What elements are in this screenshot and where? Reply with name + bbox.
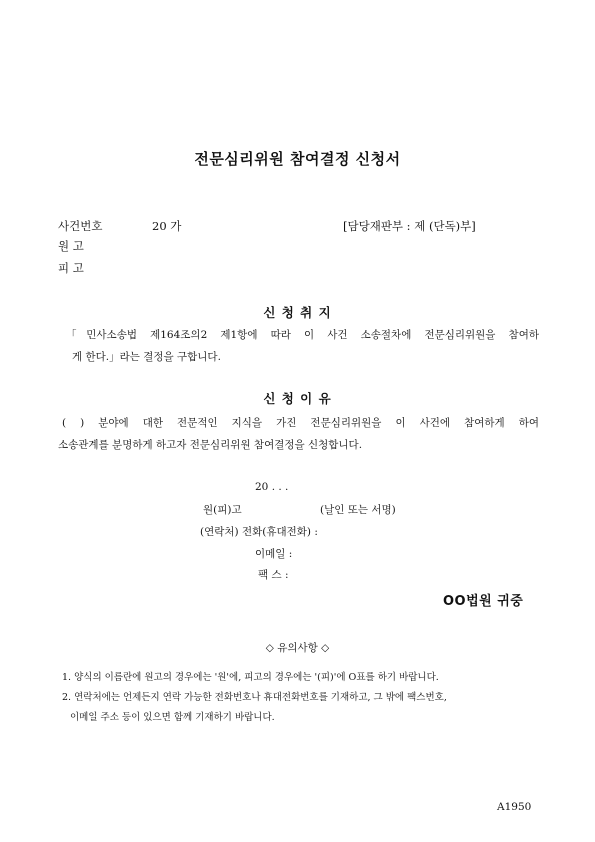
- note-item-1: 1. 양식의 이름란에 원고의 경우에는 '원'에, 피고의 경우에는 '(피)'에 O표를 하기 바랍니다.: [62, 672, 439, 683]
- note-item-2-line-1: 2. 연락처에는 언제든지 연락 가능한 전화번호나 휴대전화번호를 기재하고, 그 밖에 팩스번호,: [62, 692, 447, 703]
- note-item-2-line-2: 이메일 주소 등이 있으면 함께 기재하기 바랍니다.: [70, 712, 275, 723]
- department-field: [담당재판부 : 제 (단독)부]: [343, 219, 476, 233]
- contact-label: (연락처) 전화(휴대전화) :: [200, 526, 318, 538]
- purpose-line-2: 게 한다.」라는 결정을 구합니다.: [72, 351, 221, 363]
- party-label: 원(피)고: [203, 504, 242, 516]
- case-number-label: 사건번호: [58, 219, 103, 233]
- purpose-heading: 신 청 취 지: [263, 305, 332, 320]
- notes-heading: ◇ 유의사항 ◇: [265, 642, 330, 654]
- fax-label: 팩 스 :: [258, 569, 289, 581]
- page-title: 전문심리위원 참여결정 신청서: [194, 150, 401, 168]
- seal-label: (날인 또는 서명): [320, 504, 396, 516]
- case-number-value: 20 가: [152, 219, 182, 233]
- date-field: 20 . . .: [255, 481, 289, 493]
- reason-heading: 신 청 이 유: [263, 391, 332, 406]
- email-label: 이메일 :: [255, 548, 293, 560]
- plaintiff-label: 원 고: [58, 239, 84, 253]
- defendant-label: 피 고: [58, 261, 84, 275]
- reason-line-1: ( ) 분야에 대한 전문적인 지식을 가진 전문심리위원을 이 사건에 참여하게 하여: [62, 417, 539, 429]
- reason-line-2: 소송관계를 분명하게 하고자 전문심리위원 참여결정을 신청합니다.: [58, 439, 363, 451]
- court-addressee: OO법원 귀중: [443, 594, 524, 609]
- purpose-line-1: 「민사소송법 제164조의2 제1항에 따라 이 사건 소송절차에 전문심리위원을 참여하: [66, 329, 539, 341]
- form-code: A1950: [497, 801, 532, 813]
